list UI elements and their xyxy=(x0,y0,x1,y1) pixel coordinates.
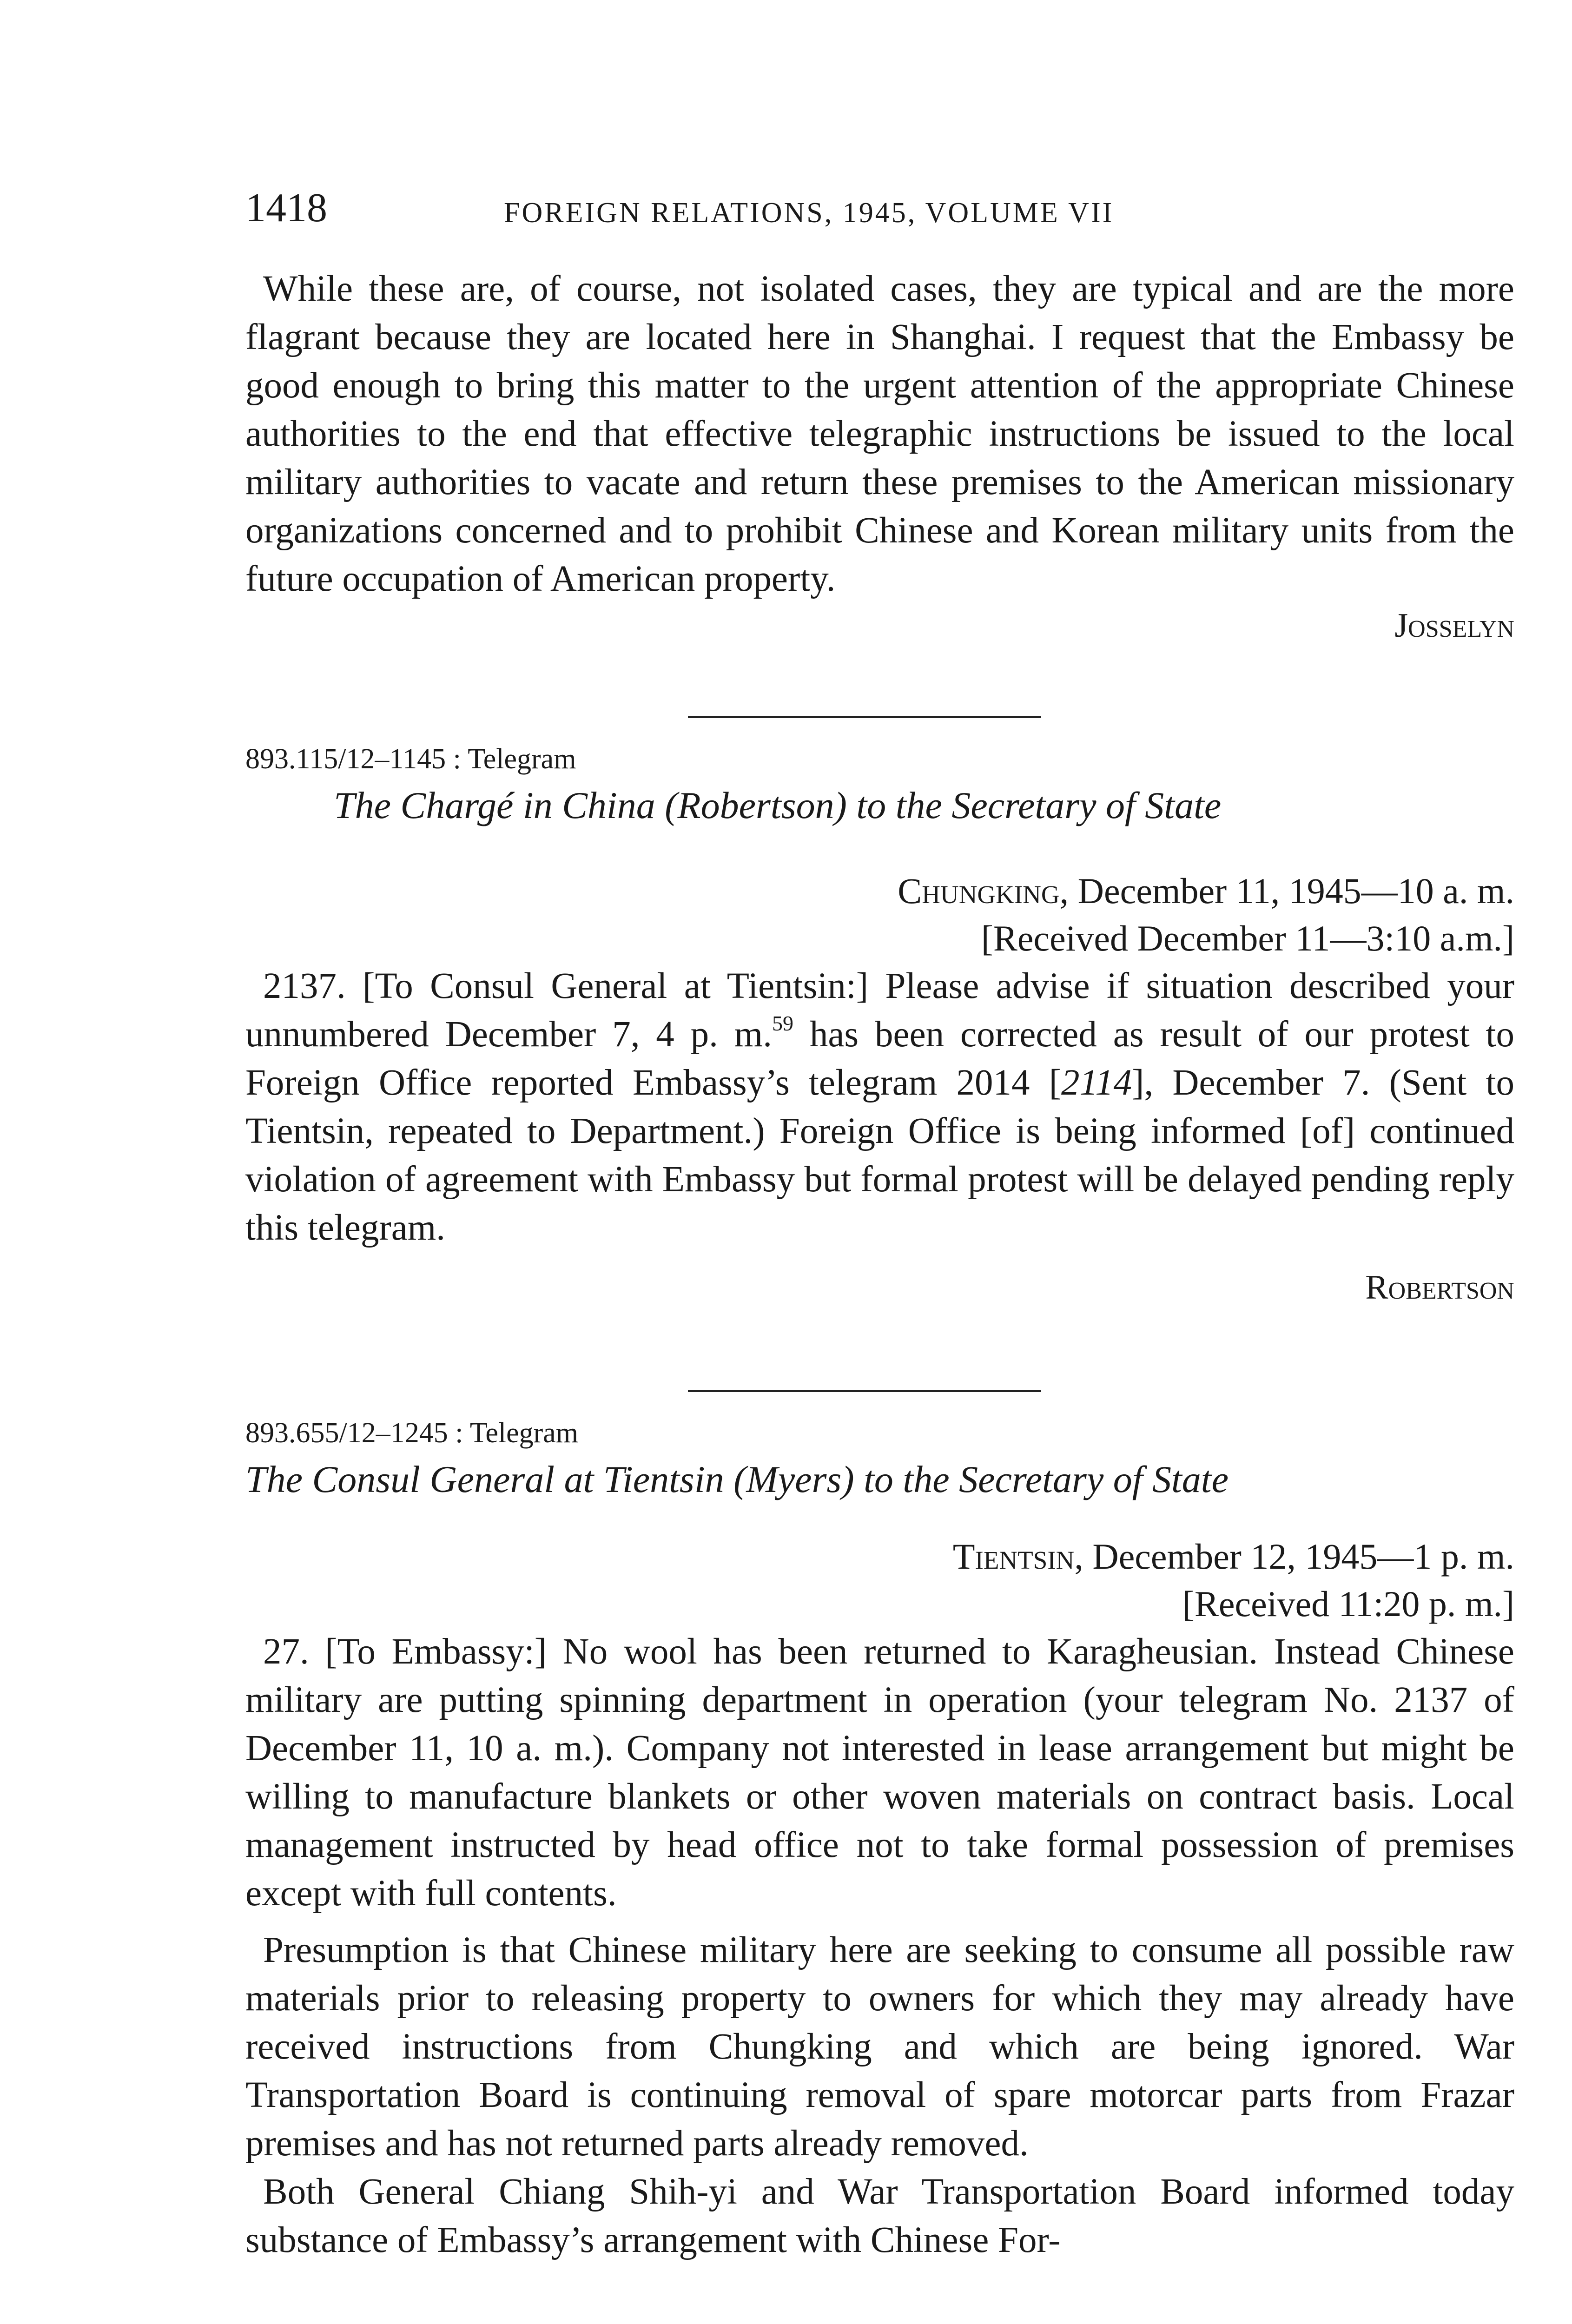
dateline xyxy=(245,1533,1514,1580)
file-number: 893.655/12–1245 : Telegram xyxy=(245,1417,579,1449)
page-number: 1418 xyxy=(245,185,327,231)
running-head: FOREIGN RELATIONS, 1945, VOLUME VII xyxy=(504,197,1114,229)
telegram-paragraph: Both General Chiang Shih-yi and War Transportation Board informed today substance of Embassy’s arrangement with Chinese For- xyxy=(245,2172,1514,2260)
text-part: 2137. [To Consul General at Tientsin:] Please advise if situation described your unnumbered December 7, 4 p. m. xyxy=(245,966,1514,1055)
telegram-block xyxy=(245,1412,1514,2265)
text-italic: 2114 xyxy=(1061,1063,1132,1103)
telegram-paragraph: 27. [To Embassy:] No wool has been returned to Karagheusian. Instead Chinese military are putting spinning department in operation (your telegram No. 2137 of December 11, 10 a. m.). Company not interested in lease arrangement but might be willing to manufacture blankets or other woven materials on contract basis. Local management instructed by head office not to take formal possession of premises except with full contents. xyxy=(245,1631,1514,1914)
file-number: 893.115/12–1145 : Telegram xyxy=(245,743,576,775)
section-divider xyxy=(688,1390,1041,1392)
telegram-text xyxy=(245,962,1514,1252)
dateline-date: , December 12, 1945—1 p. m. xyxy=(1074,1536,1514,1577)
paragraph: While these are, of course, not isolated cases, they are typical and are the more flagrant because they are located here in Shanghai. I request that the Embassy be good enough to bring this matter to the urgent attention of the appropriate Chinese authorities to the end that effective telegraphic instructions be issued to the local military authorities to vacate and return these premises to the American missionary organizations concerned and to prohibit Chinese and Korean military units from the future occupation of American property. xyxy=(245,269,1514,599)
footnote-ref: 59 xyxy=(772,1011,793,1035)
dateline-date: , December 11, 1945—10 a. m. xyxy=(1059,871,1514,911)
dateline xyxy=(245,867,1514,915)
dateline-place: Chungking xyxy=(898,871,1060,911)
dateline-place: Tientsin xyxy=(952,1536,1075,1577)
text-part: has been corrected as result of our protest to Foreign Office reported Embassy’s telegram 2014 [ xyxy=(245,1014,1514,1103)
page-header xyxy=(245,180,1514,236)
text-part: ], December 7. (Sent to Tientsin, repeated to Department.) Foreign Office is being informed [of] continued violation of agreement with Embassy but formal protest will be delayed pending reply this telegram. xyxy=(245,1063,1514,1248)
received-line: [Received 11:20 p. m.] xyxy=(1182,1584,1514,1624)
signature: Josselyn xyxy=(1394,607,1514,645)
document-title: The Chargé in China (Robertson) to the Secretary of State xyxy=(334,784,1222,826)
document-title: The Consul General at Tientsin (Myers) to the Secretary of State xyxy=(245,1458,1229,1500)
received-line: [Received December 11—3:10 a.m.] xyxy=(981,918,1514,958)
signature: Robertson xyxy=(1365,1268,1514,1307)
telegram-block xyxy=(245,738,1514,1310)
telegram-paragraph: Presumption is that Chinese military here are seeking to consume all possible raw materials prior to releasing property to owners for which they may already have received instructions from Chungking and which are being ignored. War Transportation Board is continuing removal of spare motorcar parts from Frazar premises and has not returned parts already removed. xyxy=(245,1930,1514,2164)
letter-conclusion xyxy=(245,265,1514,648)
section-divider xyxy=(688,716,1041,718)
